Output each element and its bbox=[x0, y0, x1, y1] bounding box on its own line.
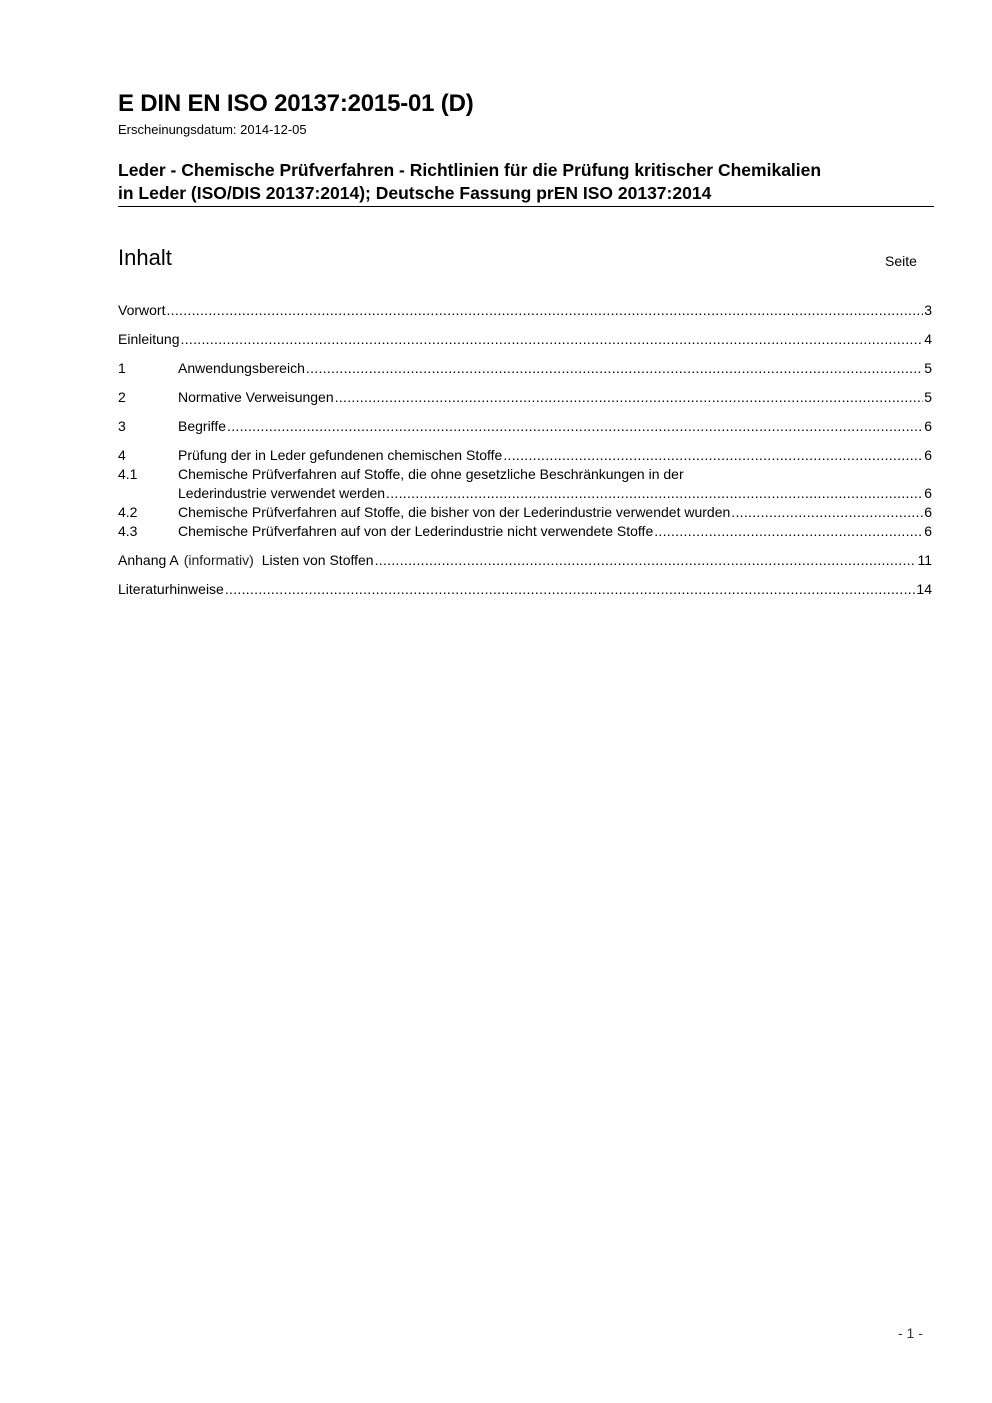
toc-leader-dots bbox=[503, 446, 923, 465]
toc-entry-3[interactable] bbox=[118, 417, 932, 436]
toc-entry-text: Anwendungsbereich bbox=[178, 360, 305, 376]
toc-heading: Inhalt bbox=[118, 245, 172, 270]
title-divider bbox=[118, 206, 934, 207]
toc-entry-text: Chemische Prüfverfahren auf Stoffe, die ohne gesetzliche Beschränkungen in der bbox=[178, 466, 684, 482]
toc-entry-text: Chemische Prüfverfahren auf Stoffe, die bisher von der Lederindustrie verwendet wurden bbox=[178, 504, 731, 520]
toc-entry-text: Vorwort bbox=[118, 302, 166, 318]
table-of-contents bbox=[118, 301, 932, 599]
title-line-1: Leder - Chemische Prüfverfahren - Richtlinien für die Prüfung kritischer Chemikalien bbox=[118, 160, 822, 180]
toc-entry-4-1[interactable] bbox=[118, 465, 932, 484]
toc-entry-page: 6 bbox=[924, 418, 932, 434]
toc-entry-4-2[interactable] bbox=[118, 503, 932, 522]
toc-entry-annex-title: Listen von Stoffen bbox=[261, 552, 374, 568]
document-id: E DIN EN ISO 20137:2015-01 (D) bbox=[118, 90, 474, 117]
toc-entry-anhang-a[interactable] bbox=[118, 551, 932, 570]
toc-entry-number: 1 bbox=[118, 360, 126, 376]
toc-entry-4-1-continuation[interactable] bbox=[118, 484, 932, 503]
toc-entry-page: 6 bbox=[924, 447, 932, 463]
toc-entry-page: 5 bbox=[924, 360, 932, 376]
toc-entry-page: 6 bbox=[924, 523, 932, 539]
toc-leader-dots bbox=[386, 484, 923, 503]
toc-leader-dots bbox=[654, 522, 923, 541]
toc-entry-number: 4 bbox=[118, 447, 126, 463]
toc-entry-page: 5 bbox=[924, 389, 932, 405]
toc-entry-text: Chemische Prüfverfahren auf von der Lederindustrie nicht verwendete Stoffe bbox=[178, 523, 654, 539]
toc-entry-text: Einleitung bbox=[118, 331, 180, 347]
toc-entry-1[interactable] bbox=[118, 359, 932, 378]
toc-entry-page: 6 bbox=[924, 485, 932, 501]
toc-entry-literaturhinweise[interactable] bbox=[118, 580, 932, 599]
page-number: - 1 - bbox=[898, 1325, 923, 1341]
toc-leader-dots bbox=[227, 417, 923, 436]
toc-leader-dots bbox=[731, 503, 923, 522]
toc-page-column-label: Seite bbox=[885, 253, 917, 269]
toc-entry-einleitung[interactable] bbox=[118, 330, 932, 349]
toc-entry-text: Literaturhinweise bbox=[118, 581, 224, 597]
toc-entry-page: 14 bbox=[916, 581, 932, 597]
toc-entry-text: Anhang A bbox=[118, 552, 179, 568]
toc-entry-4-3[interactable] bbox=[118, 522, 932, 541]
publication-date: Erscheinungsdatum: 2014-12-05 bbox=[118, 122, 307, 137]
toc-leader-dots bbox=[335, 388, 924, 407]
document-title bbox=[118, 159, 938, 205]
toc-entry-number: 4.3 bbox=[118, 523, 138, 539]
toc-entry-2[interactable] bbox=[118, 388, 932, 407]
toc-entry-page: 4 bbox=[924, 331, 932, 347]
toc-entry-number: 2 bbox=[118, 389, 126, 405]
toc-entry-number: 4.2 bbox=[118, 504, 138, 520]
title-line-2: in Leder (ISO/DIS 20137:2014); Deutsche Fassung prEN ISO 20137:2014 bbox=[118, 183, 712, 203]
toc-leader-dots bbox=[181, 330, 924, 349]
toc-entry-number: 3 bbox=[118, 418, 126, 434]
toc-leader-dots bbox=[166, 301, 923, 320]
toc-entry-text: Prüfung der in Leder gefundenen chemischen Stoffe bbox=[178, 447, 503, 463]
toc-entry-vorwort[interactable] bbox=[118, 301, 932, 320]
toc-entry-page: 11 bbox=[917, 552, 932, 568]
toc-leader-dots bbox=[375, 551, 917, 570]
toc-entry-text: Begriffe bbox=[178, 418, 226, 434]
toc-entry-4[interactable] bbox=[118, 446, 932, 465]
toc-entry-number: 4.1 bbox=[118, 466, 138, 482]
toc-leader-dots bbox=[306, 359, 923, 378]
toc-leader-dots bbox=[225, 580, 916, 599]
toc-entry-page: 6 bbox=[924, 504, 932, 520]
toc-entry-text: Normative Verweisungen bbox=[178, 389, 334, 405]
toc-entry-text-continuation: Lederindustrie verwendet werden bbox=[178, 485, 386, 501]
toc-entry-page: 3 bbox=[924, 302, 932, 318]
toc-entry-annex-type: (informativ) bbox=[183, 552, 254, 568]
